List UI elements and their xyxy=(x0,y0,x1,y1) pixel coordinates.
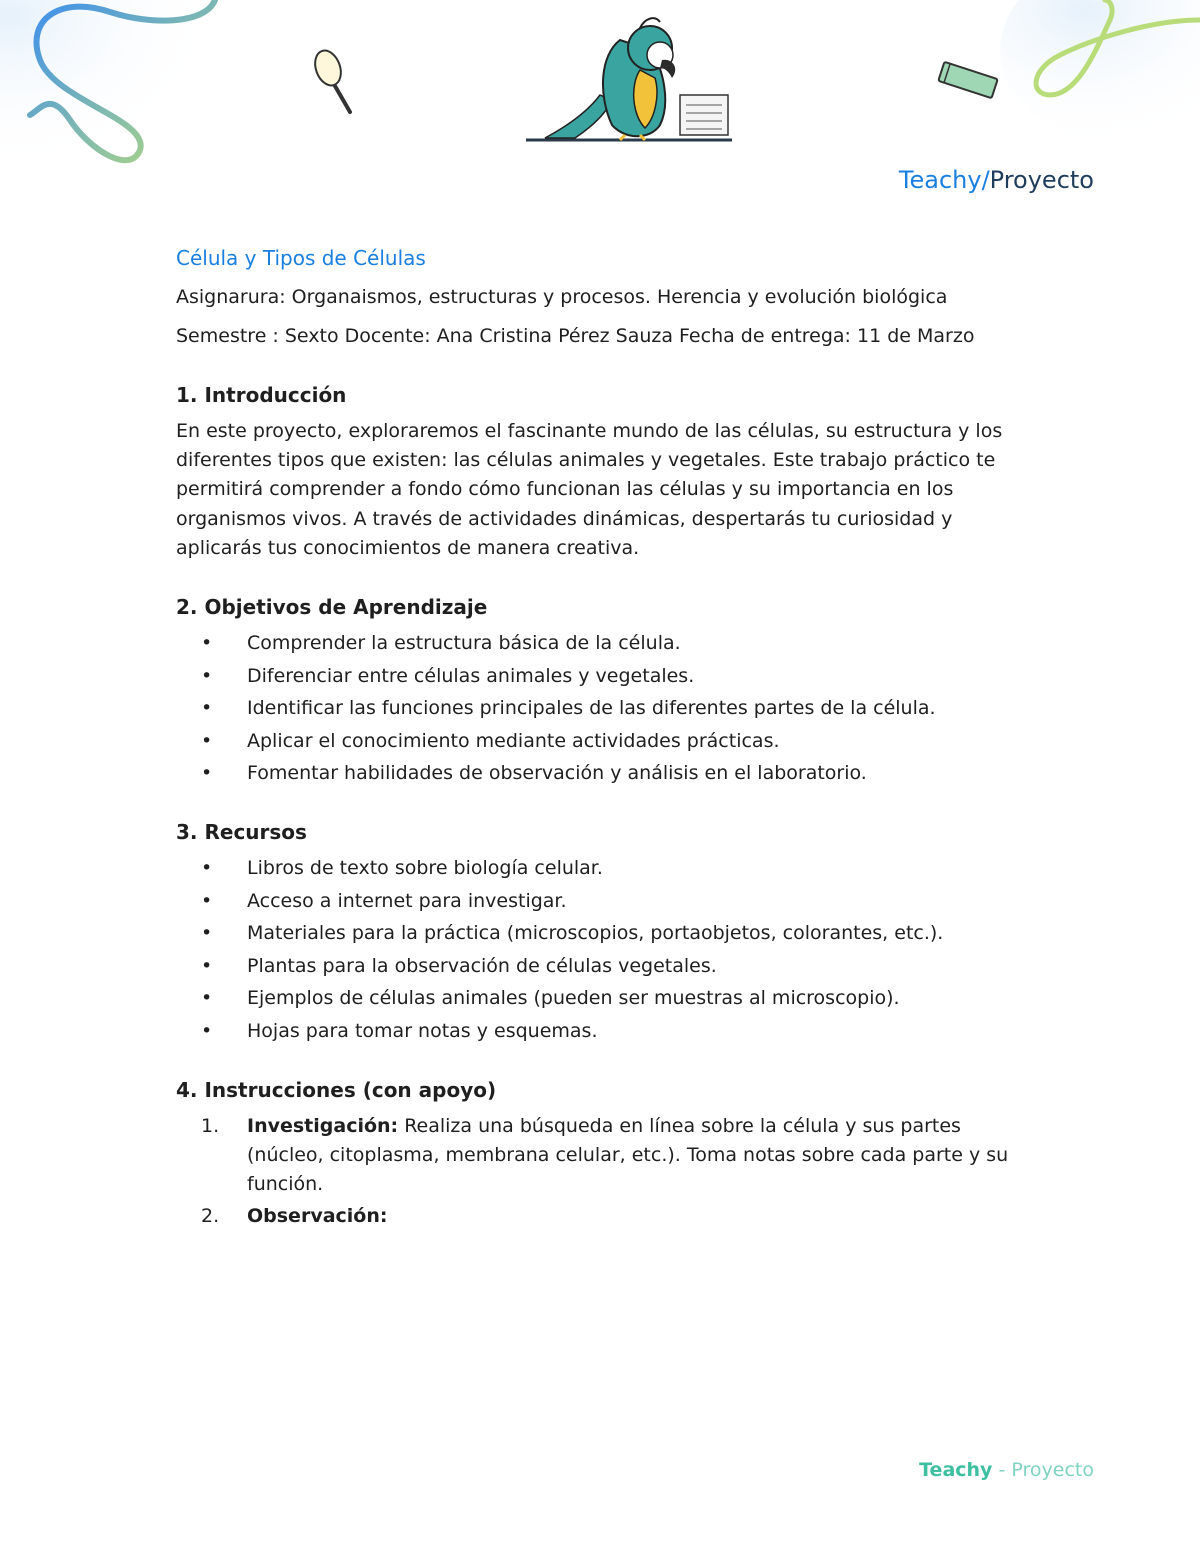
footer-section: Proyecto xyxy=(1011,1459,1094,1481)
list-item xyxy=(176,1202,1036,1231)
list-item xyxy=(176,984,1036,1013)
list-item xyxy=(176,1017,1036,1046)
magnifier-icon xyxy=(311,47,350,112)
bullet-marker: • xyxy=(201,922,213,945)
intro-text: En este proyecto, exploraremos el fascinante mundo de las células, su estructura y los diferentes tipos que existen: las células animales y vegetales. Este trabajo práctico te permitirá comprender a fondo cómo funcionan las células y su importancia en los organismos vivos. A través de actividades dinámicas, despertarás tu curiosidad y aplicarás tus conocimientos de manera creativa. xyxy=(176,420,1003,559)
brand-name: Teachy/ xyxy=(898,166,990,194)
list-item xyxy=(176,854,1036,883)
document-info: Semestre : Sexto Docente: Ana Cristina Pérez Sauza Fecha de entrega: 11 de Marzo xyxy=(176,325,975,347)
list-item xyxy=(176,887,1036,916)
footer-separator: - xyxy=(992,1459,1012,1481)
list-item-text: Comprender la estructura básica de la célula. xyxy=(247,632,681,655)
bullet-marker: • xyxy=(201,632,213,655)
document-content xyxy=(176,243,1036,1235)
list-item-text: Plantas para la observación de células vegetales. xyxy=(247,954,717,977)
resources-list xyxy=(176,854,1036,1046)
bullet-marker: • xyxy=(201,762,213,785)
bullet-marker: • xyxy=(201,889,213,912)
list-item-text: Libros de texto sobre biología celular. xyxy=(247,857,603,880)
list-item-text: Hojas para tomar notas y esquemas. xyxy=(247,1019,598,1042)
objectives-list xyxy=(176,629,1036,788)
instructions-list xyxy=(176,1112,1036,1232)
list-item-text: Diferenciar entre células animales y vegetales. xyxy=(247,664,695,687)
bullet-marker: • xyxy=(201,664,213,687)
document-subject: Asignarura: Organaismos, estructuras y procesos. Herencia y evolución biológica xyxy=(176,286,948,308)
list-item-text: Identificar las funciones principales de las diferentes partes de la célula. xyxy=(247,697,936,720)
list-item xyxy=(176,629,1036,658)
list-number: 1. xyxy=(201,1114,220,1137)
step-label: Investigación: xyxy=(247,1114,399,1137)
bullet-marker: • xyxy=(201,729,213,752)
bullet-marker: • xyxy=(201,987,213,1010)
list-item xyxy=(176,952,1036,981)
list-item xyxy=(176,1112,1036,1199)
list-item-text: Fomentar habilidades de observación y análisis en el laboratorio. xyxy=(247,762,867,785)
bullet-marker: • xyxy=(201,857,213,880)
step-label: Observación: xyxy=(247,1205,388,1228)
instructions-heading: 4. Instrucciones (con apoyo) xyxy=(176,1077,497,1102)
list-item-text: Aplicar el conocimiento mediante actividades prácticas. xyxy=(247,729,780,752)
bullet-marker: • xyxy=(201,954,213,977)
list-item xyxy=(176,919,1036,948)
header-brand xyxy=(899,166,1094,194)
bullet-marker: • xyxy=(201,1019,213,1042)
bullet-marker: • xyxy=(201,697,213,720)
document-title: Célula y Tipos de Células xyxy=(176,246,426,270)
parrot-illustration xyxy=(526,18,732,140)
list-item-text: Materiales para la práctica (microscopios, portaobjetos, colorantes, etc.). xyxy=(247,922,944,945)
glow-left xyxy=(0,0,220,170)
brand-section: Proyecto xyxy=(989,166,1094,194)
step-text: Realiza una búsqueda en línea sobre la célula y sus partes (núcleo, citoplasma, membrana celular, etc.). Toma notas sobre cada parte y su función. xyxy=(247,1114,1009,1195)
objectives-heading: 2. Objetivos de Aprendizaje xyxy=(176,595,488,620)
page-footer xyxy=(919,1459,1094,1481)
list-item xyxy=(176,759,1036,788)
intro-heading: 1. Introducción xyxy=(176,383,347,407)
list-item-text: Ejemplos de células animales (pueden ser muestras al microscopio). xyxy=(247,987,900,1010)
list-item xyxy=(176,662,1036,691)
list-item-text: Acceso a internet para investigar. xyxy=(247,889,567,912)
list-item xyxy=(176,727,1036,756)
resources-heading: 3. Recursos xyxy=(176,820,307,845)
header-illustration xyxy=(0,0,1200,230)
list-number: 2. xyxy=(201,1205,220,1228)
footer-brand: Teachy xyxy=(919,1459,993,1481)
notebook-icon xyxy=(938,62,997,98)
list-item xyxy=(176,694,1036,723)
